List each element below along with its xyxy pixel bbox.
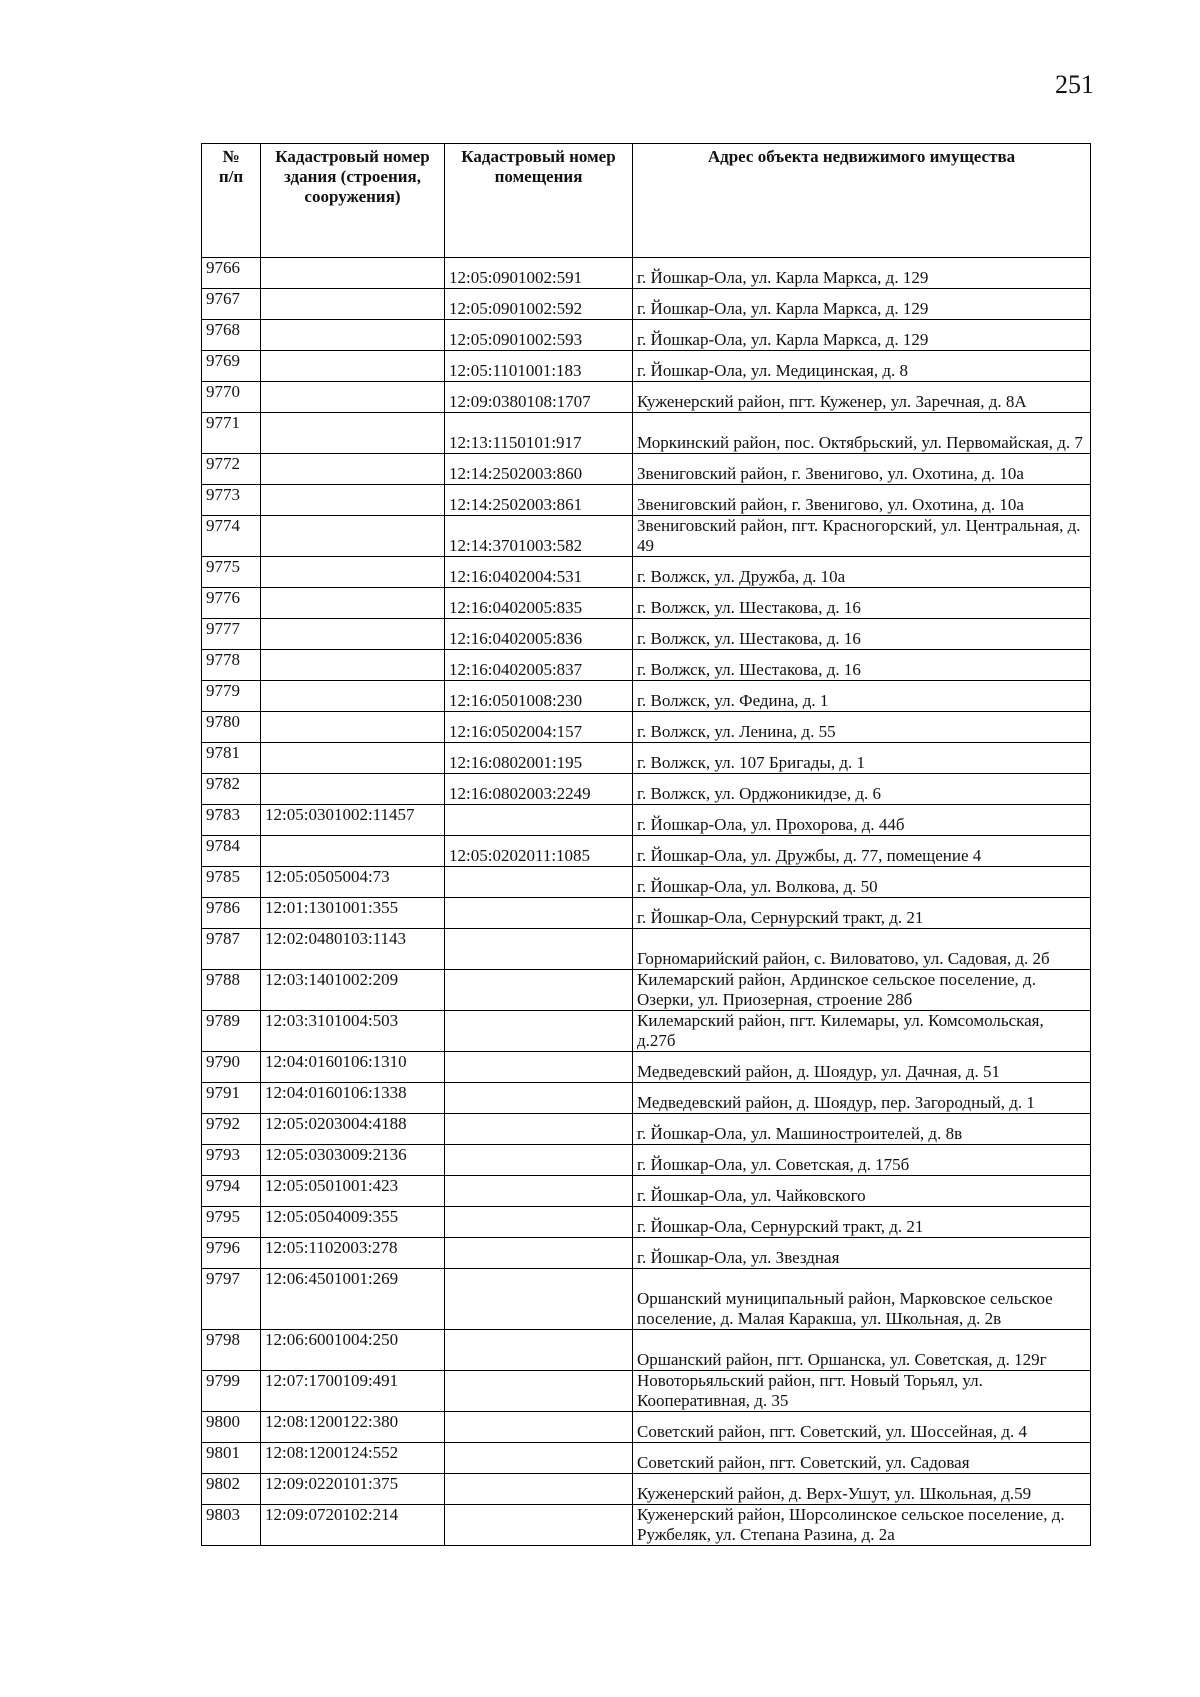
premises-cadastral-number: 12:16:0802003:2249 <box>445 774 633 805</box>
building-cadastral-number <box>261 774 445 805</box>
property-address: г. Йошкар-Ола, ул. Карла Маркса, д. 129 <box>633 289 1091 320</box>
table-row <box>202 867 1091 898</box>
table-body <box>202 258 1091 1546</box>
premises-cadastral-number <box>445 1083 633 1114</box>
building-cadastral-number <box>261 351 445 382</box>
table-row <box>202 1505 1091 1546</box>
property-address: Звениговский район, пгт. Красногорский, ул. Центральная, д. 49 <box>633 516 1091 557</box>
table-row <box>202 743 1091 774</box>
row-number: 9772 <box>202 454 261 485</box>
premises-cadastral-number <box>445 867 633 898</box>
premises-cadastral-number: 12:05:0202011:1085 <box>445 836 633 867</box>
premises-cadastral-number: 12:05:1101001:183 <box>445 351 633 382</box>
property-address: г. Йошкар-Ола, ул. Медицинская, д. 8 <box>633 351 1091 382</box>
building-cadastral-number <box>261 289 445 320</box>
row-number: 9800 <box>202 1412 261 1443</box>
row-number: 9802 <box>202 1474 261 1505</box>
table-row <box>202 588 1091 619</box>
row-number: 9767 <box>202 289 261 320</box>
table-row <box>202 1443 1091 1474</box>
property-address: г. Йошкар-Ола, ул. Прохорова, д. 44б <box>633 805 1091 836</box>
row-number: 9796 <box>202 1238 261 1269</box>
property-address: Звениговский район, г. Звенигово, ул. Охотина, д. 10а <box>633 485 1091 516</box>
building-cadastral-number <box>261 619 445 650</box>
building-cadastral-number: 12:06:4501001:269 <box>261 1269 445 1330</box>
premises-cadastral-number <box>445 1443 633 1474</box>
premises-cadastral-number <box>445 1207 633 1238</box>
building-cadastral-number: 12:01:1301001:355 <box>261 898 445 929</box>
premises-cadastral-number: 12:16:0802001:195 <box>445 743 633 774</box>
building-cadastral-number: 12:03:1401002:209 <box>261 970 445 1011</box>
premises-cadastral-number <box>445 970 633 1011</box>
row-number: 9775 <box>202 557 261 588</box>
property-address: г. Волжск, ул. Шестакова, д. 16 <box>633 588 1091 619</box>
row-number: 9788 <box>202 970 261 1011</box>
premises-cadastral-number: 12:13:1150101:917 <box>445 413 633 454</box>
building-cadastral-number: 12:09:0220101:375 <box>261 1474 445 1505</box>
premises-cadastral-number: 12:16:0502004:157 <box>445 712 633 743</box>
table-row <box>202 1474 1091 1505</box>
building-cadastral-number: 12:09:0720102:214 <box>261 1505 445 1546</box>
row-number: 9792 <box>202 1114 261 1145</box>
building-cadastral-number: 12:02:0480103:1143 <box>261 929 445 970</box>
property-address: г. Волжск, ул. Федина, д. 1 <box>633 681 1091 712</box>
premises-cadastral-number: 12:05:0901002:591 <box>445 258 633 289</box>
row-number: 9803 <box>202 1505 261 1546</box>
building-cadastral-number: 12:05:0303009:2136 <box>261 1145 445 1176</box>
table-row <box>202 1083 1091 1114</box>
building-cadastral-number: 12:05:0301002:11457 <box>261 805 445 836</box>
table-row <box>202 413 1091 454</box>
row-number: 9781 <box>202 743 261 774</box>
premises-cadastral-number <box>445 1412 633 1443</box>
row-number: 9769 <box>202 351 261 382</box>
building-cadastral-number: 12:07:1700109:491 <box>261 1371 445 1412</box>
table-header-row <box>202 144 1091 258</box>
table-row <box>202 650 1091 681</box>
table-row <box>202 1330 1091 1371</box>
page-number: 251 <box>1055 70 1094 99</box>
row-number: 9777 <box>202 619 261 650</box>
premises-cadastral-number: 12:09:0380108:1707 <box>445 382 633 413</box>
table-row <box>202 805 1091 836</box>
building-cadastral-number <box>261 258 445 289</box>
table-row <box>202 681 1091 712</box>
building-cadastral-number: 12:03:3101004:503 <box>261 1011 445 1052</box>
property-address: г. Йошкар-Ола, ул. Карла Маркса, д. 129 <box>633 320 1091 351</box>
building-cadastral-number: 12:05:0505004:73 <box>261 867 445 898</box>
property-address: г. Волжск, ул. 107 Бригады, д. 1 <box>633 743 1091 774</box>
building-cadastral-number: 12:05:1102003:278 <box>261 1238 445 1269</box>
premises-cadastral-number <box>445 1114 633 1145</box>
property-address: г. Йошкар-Ола, ул. Машиностроителей, д. 8в <box>633 1114 1091 1145</box>
property-address: Куженерский район, д. Верх-Ушут, ул. Школьная, д.59 <box>633 1474 1091 1505</box>
table-row <box>202 485 1091 516</box>
premises-cadastral-number: 12:05:0901002:592 <box>445 289 633 320</box>
row-number: 9778 <box>202 650 261 681</box>
row-number: 9774 <box>202 516 261 557</box>
row-number: 9773 <box>202 485 261 516</box>
property-address: г. Волжск, ул. Ленина, д. 55 <box>633 712 1091 743</box>
building-cadastral-number <box>261 413 445 454</box>
table-row <box>202 1052 1091 1083</box>
building-cadastral-number: 12:08:1200122:380 <box>261 1412 445 1443</box>
table-row <box>202 289 1091 320</box>
property-address: г. Волжск, ул. Шестакова, д. 16 <box>633 619 1091 650</box>
property-address: Звениговский район, г. Звенигово, ул. Охотина, д. 10а <box>633 454 1091 485</box>
building-cadastral-number <box>261 485 445 516</box>
building-cadastral-number <box>261 836 445 867</box>
premises-cadastral-number <box>445 1474 633 1505</box>
table-row <box>202 1114 1091 1145</box>
premises-cadastral-number <box>445 1269 633 1330</box>
property-address: Килемарский район, Ардинское сельское поселение, д. Озерки, ул. Приозерная, строение 28б <box>633 970 1091 1011</box>
row-number: 9766 <box>202 258 261 289</box>
table-row <box>202 1145 1091 1176</box>
property-address: г. Волжск, ул. Дружба, д. 10а <box>633 557 1091 588</box>
header-building-cadastral-number: Кадастровый номер здания (строения, сооружения) <box>261 144 445 258</box>
premises-cadastral-number: 12:16:0501008:230 <box>445 681 633 712</box>
table-row <box>202 1011 1091 1052</box>
row-number: 9787 <box>202 929 261 970</box>
property-address: г. Йошкар-Ола, ул. Дружбы, д. 77, помещение 4 <box>633 836 1091 867</box>
property-address: Куженерский район, пгт. Куженер, ул. Заречная, д. 8А <box>633 382 1091 413</box>
property-address: г. Волжск, ул. Шестакова, д. 16 <box>633 650 1091 681</box>
property-address: Медведевский район, д. Шоядур, ул. Дачная, д. 51 <box>633 1052 1091 1083</box>
row-number: 9768 <box>202 320 261 351</box>
premises-cadastral-number: 12:14:2502003:860 <box>445 454 633 485</box>
building-cadastral-number <box>261 650 445 681</box>
property-address: Советский район, пгт. Советский, ул. Шоссейная, д. 4 <box>633 1412 1091 1443</box>
table-row <box>202 929 1091 970</box>
row-number: 9793 <box>202 1145 261 1176</box>
premises-cadastral-number <box>445 898 633 929</box>
premises-cadastral-number <box>445 805 633 836</box>
table-row <box>202 1207 1091 1238</box>
table-row <box>202 1269 1091 1330</box>
row-number: 9786 <box>202 898 261 929</box>
premises-cadastral-number: 12:05:0901002:593 <box>445 320 633 351</box>
building-cadastral-number <box>261 557 445 588</box>
table-row <box>202 712 1091 743</box>
premises-cadastral-number <box>445 1145 633 1176</box>
row-number: 9785 <box>202 867 261 898</box>
row-number: 9799 <box>202 1371 261 1412</box>
table-row <box>202 557 1091 588</box>
building-cadastral-number: 12:05:0203004:4188 <box>261 1114 445 1145</box>
building-cadastral-number <box>261 320 445 351</box>
building-cadastral-number: 12:08:1200124:552 <box>261 1443 445 1474</box>
property-address: г. Йошкар-Ола, ул. Карла Маркса, д. 129 <box>633 258 1091 289</box>
row-number: 9779 <box>202 681 261 712</box>
table-row <box>202 1412 1091 1443</box>
row-number: 9782 <box>202 774 261 805</box>
property-address: Моркинский район, пос. Октябрьский, ул. Первомайская, д. 7 <box>633 413 1091 454</box>
premises-cadastral-number <box>445 1330 633 1371</box>
table-row <box>202 320 1091 351</box>
table-row <box>202 1371 1091 1412</box>
table-row <box>202 454 1091 485</box>
building-cadastral-number: 12:04:0160106:1310 <box>261 1052 445 1083</box>
table-row <box>202 382 1091 413</box>
row-number: 9771 <box>202 413 261 454</box>
row-number: 9790 <box>202 1052 261 1083</box>
building-cadastral-number <box>261 743 445 774</box>
property-address: Килемарский район, пгт. Килемары, ул. Комсомольская, д.27б <box>633 1011 1091 1052</box>
premises-cadastral-number: 12:14:2502003:861 <box>445 485 633 516</box>
property-address: г. Йошкар-Ола, ул. Звездная <box>633 1238 1091 1269</box>
premises-cadastral-number: 12:16:0402005:837 <box>445 650 633 681</box>
property-address: г. Йошкар-Ола, Сернурский тракт, д. 21 <box>633 1207 1091 1238</box>
premises-cadastral-number: 12:16:0402005:835 <box>445 588 633 619</box>
property-address: Горномарийский район, с. Виловатово, ул. Садовая, д. 2б <box>633 929 1091 970</box>
building-cadastral-number <box>261 681 445 712</box>
premises-cadastral-number: 12:14:3701003:582 <box>445 516 633 557</box>
premises-cadastral-number <box>445 929 633 970</box>
premises-cadastral-number <box>445 1238 633 1269</box>
row-number: 9776 <box>202 588 261 619</box>
building-cadastral-number <box>261 588 445 619</box>
table-row <box>202 1176 1091 1207</box>
property-address: г. Йошкар-Ола, ул. Советская, д. 175б <box>633 1145 1091 1176</box>
row-number: 9795 <box>202 1207 261 1238</box>
property-address: г. Волжск, ул. Орджоникидзе, д. 6 <box>633 774 1091 805</box>
table-row <box>202 836 1091 867</box>
row-number: 9783 <box>202 805 261 836</box>
premises-cadastral-number: 12:16:0402005:836 <box>445 619 633 650</box>
header-row-number: № п/п <box>202 144 261 258</box>
premises-cadastral-number <box>445 1052 633 1083</box>
premises-cadastral-number <box>445 1011 633 1052</box>
property-address: Медведевский район, д. Шоядур, пер. Загородный, д. 1 <box>633 1083 1091 1114</box>
property-address: Куженерский район, Шорсолинское сельское поселение, д. Ружбеляк, ул. Степана Разина, д. 2а <box>633 1505 1091 1546</box>
building-cadastral-number: 12:05:0504009:355 <box>261 1207 445 1238</box>
table-row <box>202 619 1091 650</box>
header-premises-cadastral-number: Кадастровый номер помещения <box>445 144 633 258</box>
property-address: г. Йошкар-Ола, ул. Волкова, д. 50 <box>633 867 1091 898</box>
row-number: 9770 <box>202 382 261 413</box>
premises-cadastral-number <box>445 1505 633 1546</box>
table-row <box>202 970 1091 1011</box>
premises-cadastral-number <box>445 1371 633 1412</box>
property-address: г. Йошкар-Ола, ул. Чайковского <box>633 1176 1091 1207</box>
row-number: 9801 <box>202 1443 261 1474</box>
building-cadastral-number <box>261 516 445 557</box>
table-row <box>202 351 1091 382</box>
property-address: Оршанский муниципальный район, Марковское сельское поселение, д. Малая Каракша, ул. Школьная, д. 2в <box>633 1269 1091 1330</box>
row-number: 9791 <box>202 1083 261 1114</box>
premises-cadastral-number <box>445 1176 633 1207</box>
premises-cadastral-number: 12:16:0402004:531 <box>445 557 633 588</box>
row-number: 9798 <box>202 1330 261 1371</box>
row-number: 9797 <box>202 1269 261 1330</box>
table-row <box>202 774 1091 805</box>
property-address: Советский район, пгт. Советский, ул. Садовая <box>633 1443 1091 1474</box>
table-row <box>202 898 1091 929</box>
property-address: г. Йошкар-Ола, Сернурский тракт, д. 21 <box>633 898 1091 929</box>
row-number: 9780 <box>202 712 261 743</box>
building-cadastral-number <box>261 382 445 413</box>
cadastral-registry-table <box>201 143 1091 1546</box>
row-number: 9784 <box>202 836 261 867</box>
building-cadastral-number: 12:04:0160106:1338 <box>261 1083 445 1114</box>
header-property-address: Адрес объекта недвижимого имущества <box>633 144 1091 258</box>
property-address: Новоторьяльский район, пгт. Новый Торьял, ул. Кооперативная, д. 35 <box>633 1371 1091 1412</box>
table-row <box>202 1238 1091 1269</box>
building-cadastral-number <box>261 712 445 743</box>
table-row <box>202 516 1091 557</box>
building-cadastral-number: 12:05:0501001:423 <box>261 1176 445 1207</box>
row-number: 9789 <box>202 1011 261 1052</box>
building-cadastral-number: 12:06:6001004:250 <box>261 1330 445 1371</box>
table-row <box>202 258 1091 289</box>
row-number: 9794 <box>202 1176 261 1207</box>
building-cadastral-number <box>261 454 445 485</box>
property-address: Оршанский район, пгт. Оршанска, ул. Советская, д. 129г <box>633 1330 1091 1371</box>
